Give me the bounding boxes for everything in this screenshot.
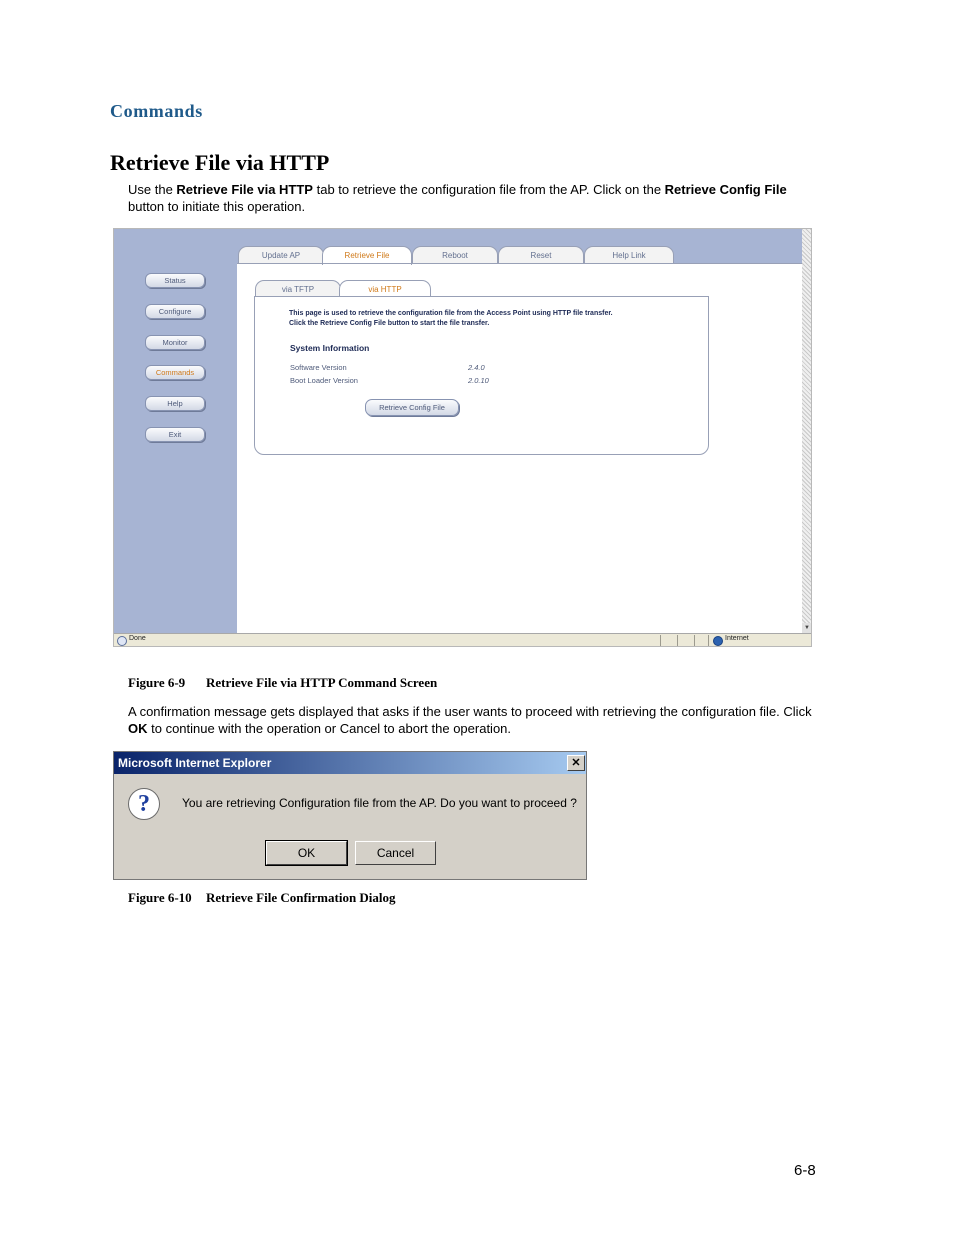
- retrieve-config-file-button[interactable]: Retrieve Config File: [365, 399, 459, 416]
- page-done-icon: [117, 636, 127, 646]
- page-description: This page is used to retrieve the configuration file from the Access Point using HTTP file transfer. Click the Retrieve Config File button to start the file transfer.: [289, 310, 613, 327]
- tab-reset[interactable]: Reset: [498, 246, 584, 264]
- nav-configure-button[interactable]: Configure: [145, 304, 205, 319]
- confirmation-dialog: [113, 751, 587, 880]
- nav-exit-button[interactable]: Exit: [145, 427, 205, 442]
- nav-commands-button[interactable]: Commands: [145, 365, 205, 380]
- software-version-value: 2.4.0: [468, 363, 485, 372]
- tab-update-ap[interactable]: Update AP: [238, 246, 324, 264]
- confirmation-paragraph: A confirmation message gets displayed that asks if the user wants to proceed with retrieving the configuration file. Click OK to continue with the operation or Cancel to abort the operation.: [128, 704, 812, 736]
- page-title: Retrieve File via HTTP: [110, 150, 330, 175]
- dialog-title: Microsoft Internet Explorer: [118, 756, 272, 770]
- cancel-button[interactable]: Cancel: [355, 841, 436, 865]
- subtab-via-tftp[interactable]: via TFTP: [255, 280, 341, 297]
- question-icon: ?: [128, 788, 160, 820]
- section-header: Commands: [110, 101, 203, 121]
- figure-caption: Figure 6-9 Retrieve File via HTTP Command Screen: [128, 675, 438, 690]
- tab-divider: [237, 263, 802, 264]
- status-divider: [708, 635, 709, 646]
- scroll-down-arrow-icon[interactable]: ▼: [802, 623, 812, 633]
- boot-loader-version-value: 2.0.10: [468, 376, 489, 385]
- tab-retrieve-file[interactable]: Retrieve File: [322, 246, 412, 265]
- nav-monitor-button[interactable]: Monitor: [145, 335, 205, 350]
- dialog-message: You are retrieving Configuration file from the AP. Do you want to proceed ?: [182, 796, 577, 810]
- nav-status-button[interactable]: Status: [145, 273, 205, 288]
- figure-caption: Figure 6-10 Retrieve File Confirmation Dialog: [128, 890, 396, 905]
- intro-paragraph: Use the Retrieve File via HTTP tab to retrieve the configuration file from the AP. Click on the Retrieve Config File button to initiate this operation.: [128, 182, 787, 214]
- scrollbar[interactable]: [802, 229, 812, 633]
- tab-help-link[interactable]: Help Link: [584, 246, 674, 264]
- status-divider: [660, 635, 661, 646]
- status-divider: [677, 635, 678, 646]
- close-icon[interactable]: ✕: [567, 755, 585, 771]
- ok-button[interactable]: OK: [266, 841, 347, 865]
- nav-help-button[interactable]: Help: [145, 396, 205, 411]
- software-version-label: Software Version: [290, 363, 347, 372]
- left-nav-panel: [114, 229, 237, 633]
- internet-zone-globe-icon: [713, 636, 723, 646]
- zone-text: Internet: [725, 635, 749, 642]
- figure-retrieve-file-screen: [113, 228, 812, 647]
- tab-reboot[interactable]: Reboot: [412, 246, 498, 264]
- page-number: 6-8: [794, 1162, 816, 1179]
- status-divider: [694, 635, 695, 646]
- subtab-via-http[interactable]: via HTTP: [339, 280, 431, 298]
- system-information-title: System Information: [290, 343, 370, 353]
- boot-loader-version-label: Boot Loader Version: [290, 376, 358, 385]
- status-text: Done: [129, 635, 146, 642]
